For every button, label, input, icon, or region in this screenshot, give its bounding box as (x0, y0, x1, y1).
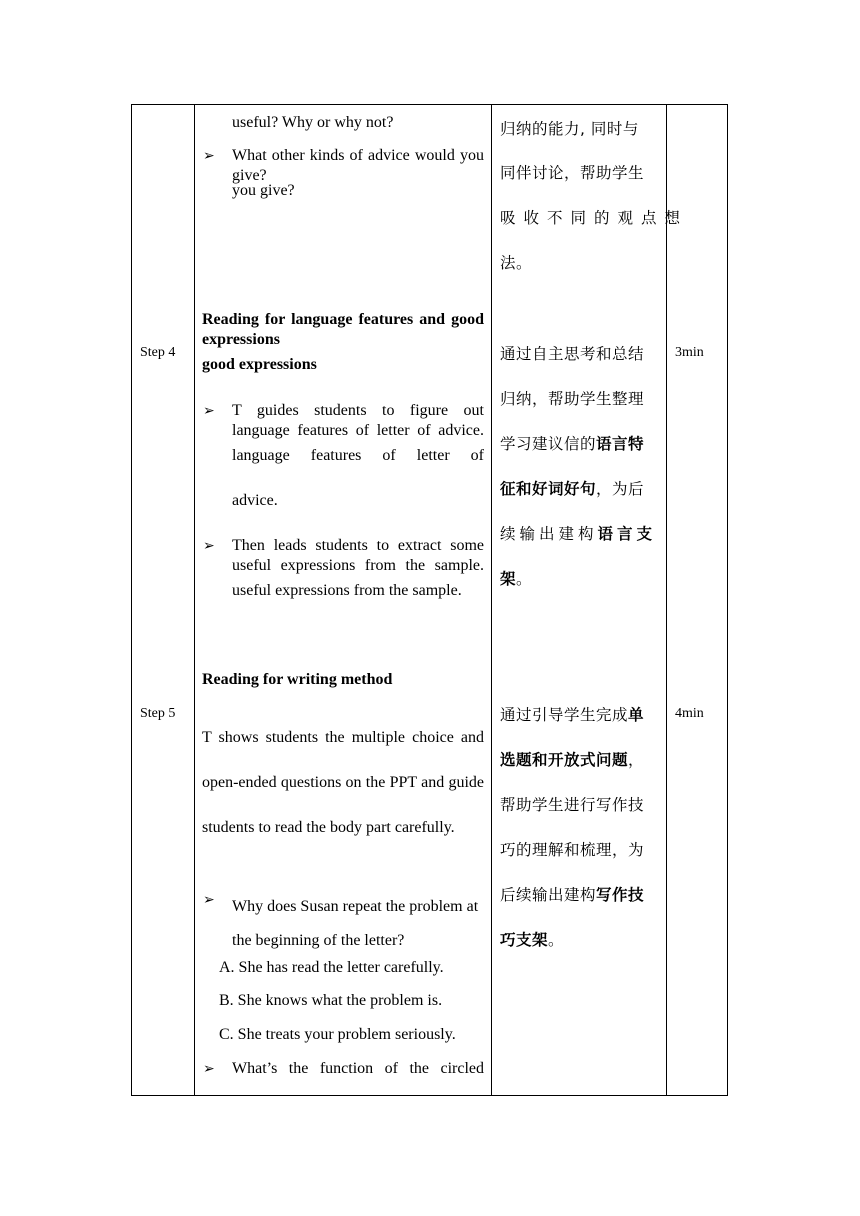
bullet-arrow-icon: ➢ (203, 149, 215, 164)
note-line: 巧的理解和梳理，为 (500, 841, 645, 859)
bullet-arrow-icon: ➢ (203, 539, 215, 554)
note-line: 通过自主思考和总结 (500, 345, 645, 363)
step-label: Step 5 (140, 706, 176, 721)
question-text: What’s the function of the circled (232, 1060, 484, 1077)
note-line: 归纳，帮助学生整理 (500, 390, 645, 408)
bullet-text-continued: you give? (232, 182, 295, 199)
column-divider-note (666, 104, 667, 1096)
option-a: A. She has read the letter carefully. (219, 959, 444, 976)
bullet-arrow-icon: ➢ (203, 1062, 215, 1077)
section-heading: Reading for writing method (202, 671, 393, 688)
section-heading: Reading for language features and good expressions (202, 311, 484, 348)
note-line: 归纳的能力, 同时与 (500, 120, 639, 138)
bullet-text: Then leads students to extract some useful expressions from the sample. (232, 537, 484, 574)
question-text: Why does Susan repeat the problem at the beginning of the letter? (232, 898, 479, 949)
note-line: 巧支架。 (500, 931, 565, 949)
note-line: 吸收不同的观点想 (500, 209, 689, 227)
note-line: 后续输出建构写作技 (500, 886, 645, 904)
step-label: Step 4 (140, 345, 176, 360)
note-line: 同伴讨论，帮助学生 (500, 164, 645, 182)
bullet-arrow-icon: ➢ (203, 893, 215, 908)
bullet-text-continued: advice. (232, 492, 278, 509)
section-heading-continued: good expressions (202, 356, 317, 373)
note-line: 法。 (500, 254, 533, 272)
time-label: 3min (675, 345, 704, 360)
bullet-text-continued: useful expressions from the sample. (232, 582, 462, 599)
note-line: 选题和开放式问题， (500, 751, 645, 769)
section-paragraph: T shows students the multiple choice and open-ended questions on the PPT and guide students to read the body part carefully. (202, 729, 484, 836)
bullet-arrow-icon: ➢ (203, 404, 215, 419)
column-divider-step (194, 104, 195, 1096)
note-line: 帮助学生进行写作技 (500, 796, 645, 814)
note-line: 学习建议信的语言特 (500, 435, 645, 453)
bullet-text-continued: language features of letter of (232, 447, 484, 464)
column-divider-content (491, 104, 492, 1096)
note-line: 征和好词好句，为后 (500, 480, 645, 498)
note-line: 通过引导学生完成单 (500, 706, 645, 724)
content-line: useful? Why or why not? (232, 114, 394, 131)
bullet-text: T guides students to figure out language features of letter of advice. (232, 402, 484, 439)
option-c: C. She treats your problem seriously. (219, 1026, 456, 1043)
note-line: 续输出建构语言支 (500, 525, 657, 543)
option-b: B. She knows what the problem is. (219, 992, 443, 1009)
time-label: 4min (675, 706, 704, 721)
note-line: 架。 (500, 570, 533, 588)
bullet-text: What other kinds of advice would you give? (232, 147, 484, 184)
